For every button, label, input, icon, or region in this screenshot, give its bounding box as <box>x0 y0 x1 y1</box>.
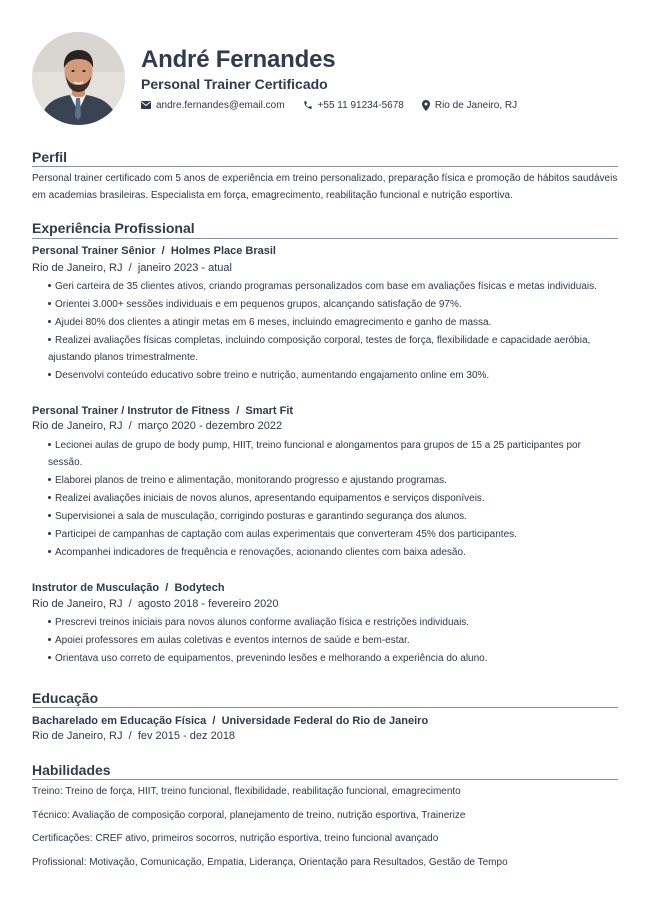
meta-separator: / <box>128 420 132 432</box>
candidate-title: Personal Trainer Certificado <box>141 76 328 92</box>
education-school: Universidade Federal do Rio de Janeiro <box>221 715 429 727</box>
email-text: andre.fernandes@email.com <box>156 99 285 111</box>
location-text: Rio de Janeiro, RJ <box>434 99 518 111</box>
section-title-experience: Experiência Profissional <box>32 220 195 236</box>
list-item: Realizei avaliações físicas completas, incluindo composição corporal, testes de força, flexibilidade e capacidade aeróbia, ajustando planos trimestralmente. <box>48 335 591 363</box>
education-location: Rio de Janeiro, RJ <box>32 730 123 742</box>
job-company: Smart Fit <box>245 405 294 417</box>
list-item: Prescrevi treinos iniciais para novos alunos conforme avaliação física e restrições individuais. <box>48 614 618 631</box>
job-separator: / <box>236 405 240 417</box>
avatar-photo <box>32 32 125 125</box>
job-location: Rio de Janeiro, RJ <box>32 420 123 432</box>
skill-line-training: Treino: Treino de força, HIIT, treino funcional, flexibilidade, reabilitação funcional, emagrecimento <box>32 786 461 797</box>
contact-location <box>422 100 517 111</box>
job-period: março 2020 - dezembro 2022 <box>137 420 283 432</box>
meta-separator: / <box>128 730 132 742</box>
section-divider <box>32 166 618 167</box>
meta-separator: / <box>128 598 132 610</box>
list-item: Elaborei planos de treino e alimentação, monitorando progresso e ajustando programas. <box>48 472 618 489</box>
section-divider <box>32 779 618 780</box>
job-title-1 <box>32 244 276 259</box>
education-degree: Bacharelado em Educação Física <box>32 715 207 727</box>
education-title <box>32 714 428 729</box>
job-role: Personal Trainer / Instrutor de Fitness <box>32 405 231 417</box>
section-title-education: Educação <box>32 690 99 706</box>
location-pin-icon <box>422 100 430 111</box>
job-bullets-1 <box>48 278 618 385</box>
profile-summary: Personal trainer certificado com 5 anos de experiência em treino personalizado, preparação física e promoção de hábitos saudáveis em academias brasileiras. Especialista em força, emagrecimento, reabilitação funcional e nutrição esportiva. <box>32 173 618 201</box>
job-company: Holmes Place Brasil <box>170 245 276 257</box>
education-meta <box>32 729 235 744</box>
phone-icon <box>303 100 313 110</box>
job-location: Rio de Janeiro, RJ <box>32 262 123 274</box>
skill-line-technical: Técnico: Avaliação de composição corporal, planejamento de treino, nutrição esportiva, Trainerize <box>32 810 466 821</box>
job-bullets-3 <box>48 614 618 668</box>
section-divider <box>32 707 618 708</box>
education-period: fev 2015 - dez 2018 <box>137 730 236 742</box>
section-title-skills: Habilidades <box>32 762 111 778</box>
job-separator: / <box>165 582 169 594</box>
job-separator: / <box>161 245 165 257</box>
list-item: Realizei avaliações iniciais de novos alunos, apresentando equipamentos e serviços disponíveis. <box>48 490 618 507</box>
list-item: Supervisionei a sala de musculação, corrigindo posturas e garantindo segurança dos alunos. <box>48 508 618 525</box>
list-item: Geri carteira de 35 clientes ativos, criando programas personalizados com base em avaliações físicas e metas individuais. <box>48 278 618 295</box>
job-period: agosto 2018 - fevereiro 2020 <box>137 598 279 610</box>
job-title-3 <box>32 581 225 596</box>
avatar <box>32 32 125 125</box>
email-icon <box>141 101 151 109</box>
skill-line-certifications: Certificações: CREF ativo, primeiros socorros, nutrição esportiva, treino funcional avançado <box>32 833 439 844</box>
education-separator: / <box>212 715 216 727</box>
list-item: Orientava uso correto de equipamentos, prevenindo lesões e melhorando a experiência do aluno. <box>48 650 618 667</box>
list-item: Desenvolvi conteúdo educativo sobre treino e nutrição, aumentando engajamento online em 30%. <box>48 367 618 384</box>
job-meta-1 <box>32 261 232 276</box>
job-period: janeiro 2023 - atual <box>137 262 232 274</box>
skill-line-professional: Profissional: Motivação, Comunicação, Empatia, Liderança, Orientação para Resultados, Gestão de Tempo <box>32 857 508 868</box>
contact-row <box>141 98 535 112</box>
list-item: Acompanhei indicadores de frequência e renovações, acionando clientes com baixa adesão. <box>48 544 618 561</box>
job-location: Rio de Janeiro, RJ <box>32 598 123 610</box>
phone-text: +55 11 91234-5678 <box>317 99 404 111</box>
contact-email[interactable] <box>141 100 285 111</box>
candidate-name: André Fernandes <box>141 46 336 73</box>
list-item: Orientei 3.000+ sessões individuais e em pequenos grupos, alcançando satisfação de 97%. <box>48 296 618 313</box>
list-item: Participei de campanhas de captação com aulas experimentais que converteram 45% dos participantes. <box>48 526 618 543</box>
section-divider <box>32 238 618 239</box>
job-meta-2 <box>32 419 282 434</box>
job-role: Personal Trainer Sênior <box>32 245 156 257</box>
meta-separator: / <box>128 262 132 274</box>
job-bullets-2 <box>48 437 618 562</box>
contact-phone[interactable] <box>303 100 404 111</box>
job-company: Bodytech <box>174 582 225 594</box>
job-meta-3 <box>32 597 278 612</box>
list-item: Lecionei aulas de grupo de body pump, HIIT, treino funcional e alongamentos para grupos de 15 a 25 participantes por sessão. <box>48 440 581 468</box>
section-title-profile: Perfil <box>32 149 68 165</box>
job-role: Instrutor de Musculação <box>32 582 160 594</box>
list-item: Ajudei 80% dos clientes a atingir metas em 6 meses, incluindo emagrecimento e ganho de massa. <box>48 314 618 331</box>
list-item: Apoiei professores em aulas coletivas e eventos internos de saúde e bem-estar. <box>48 632 618 649</box>
job-title-2 <box>32 404 293 419</box>
